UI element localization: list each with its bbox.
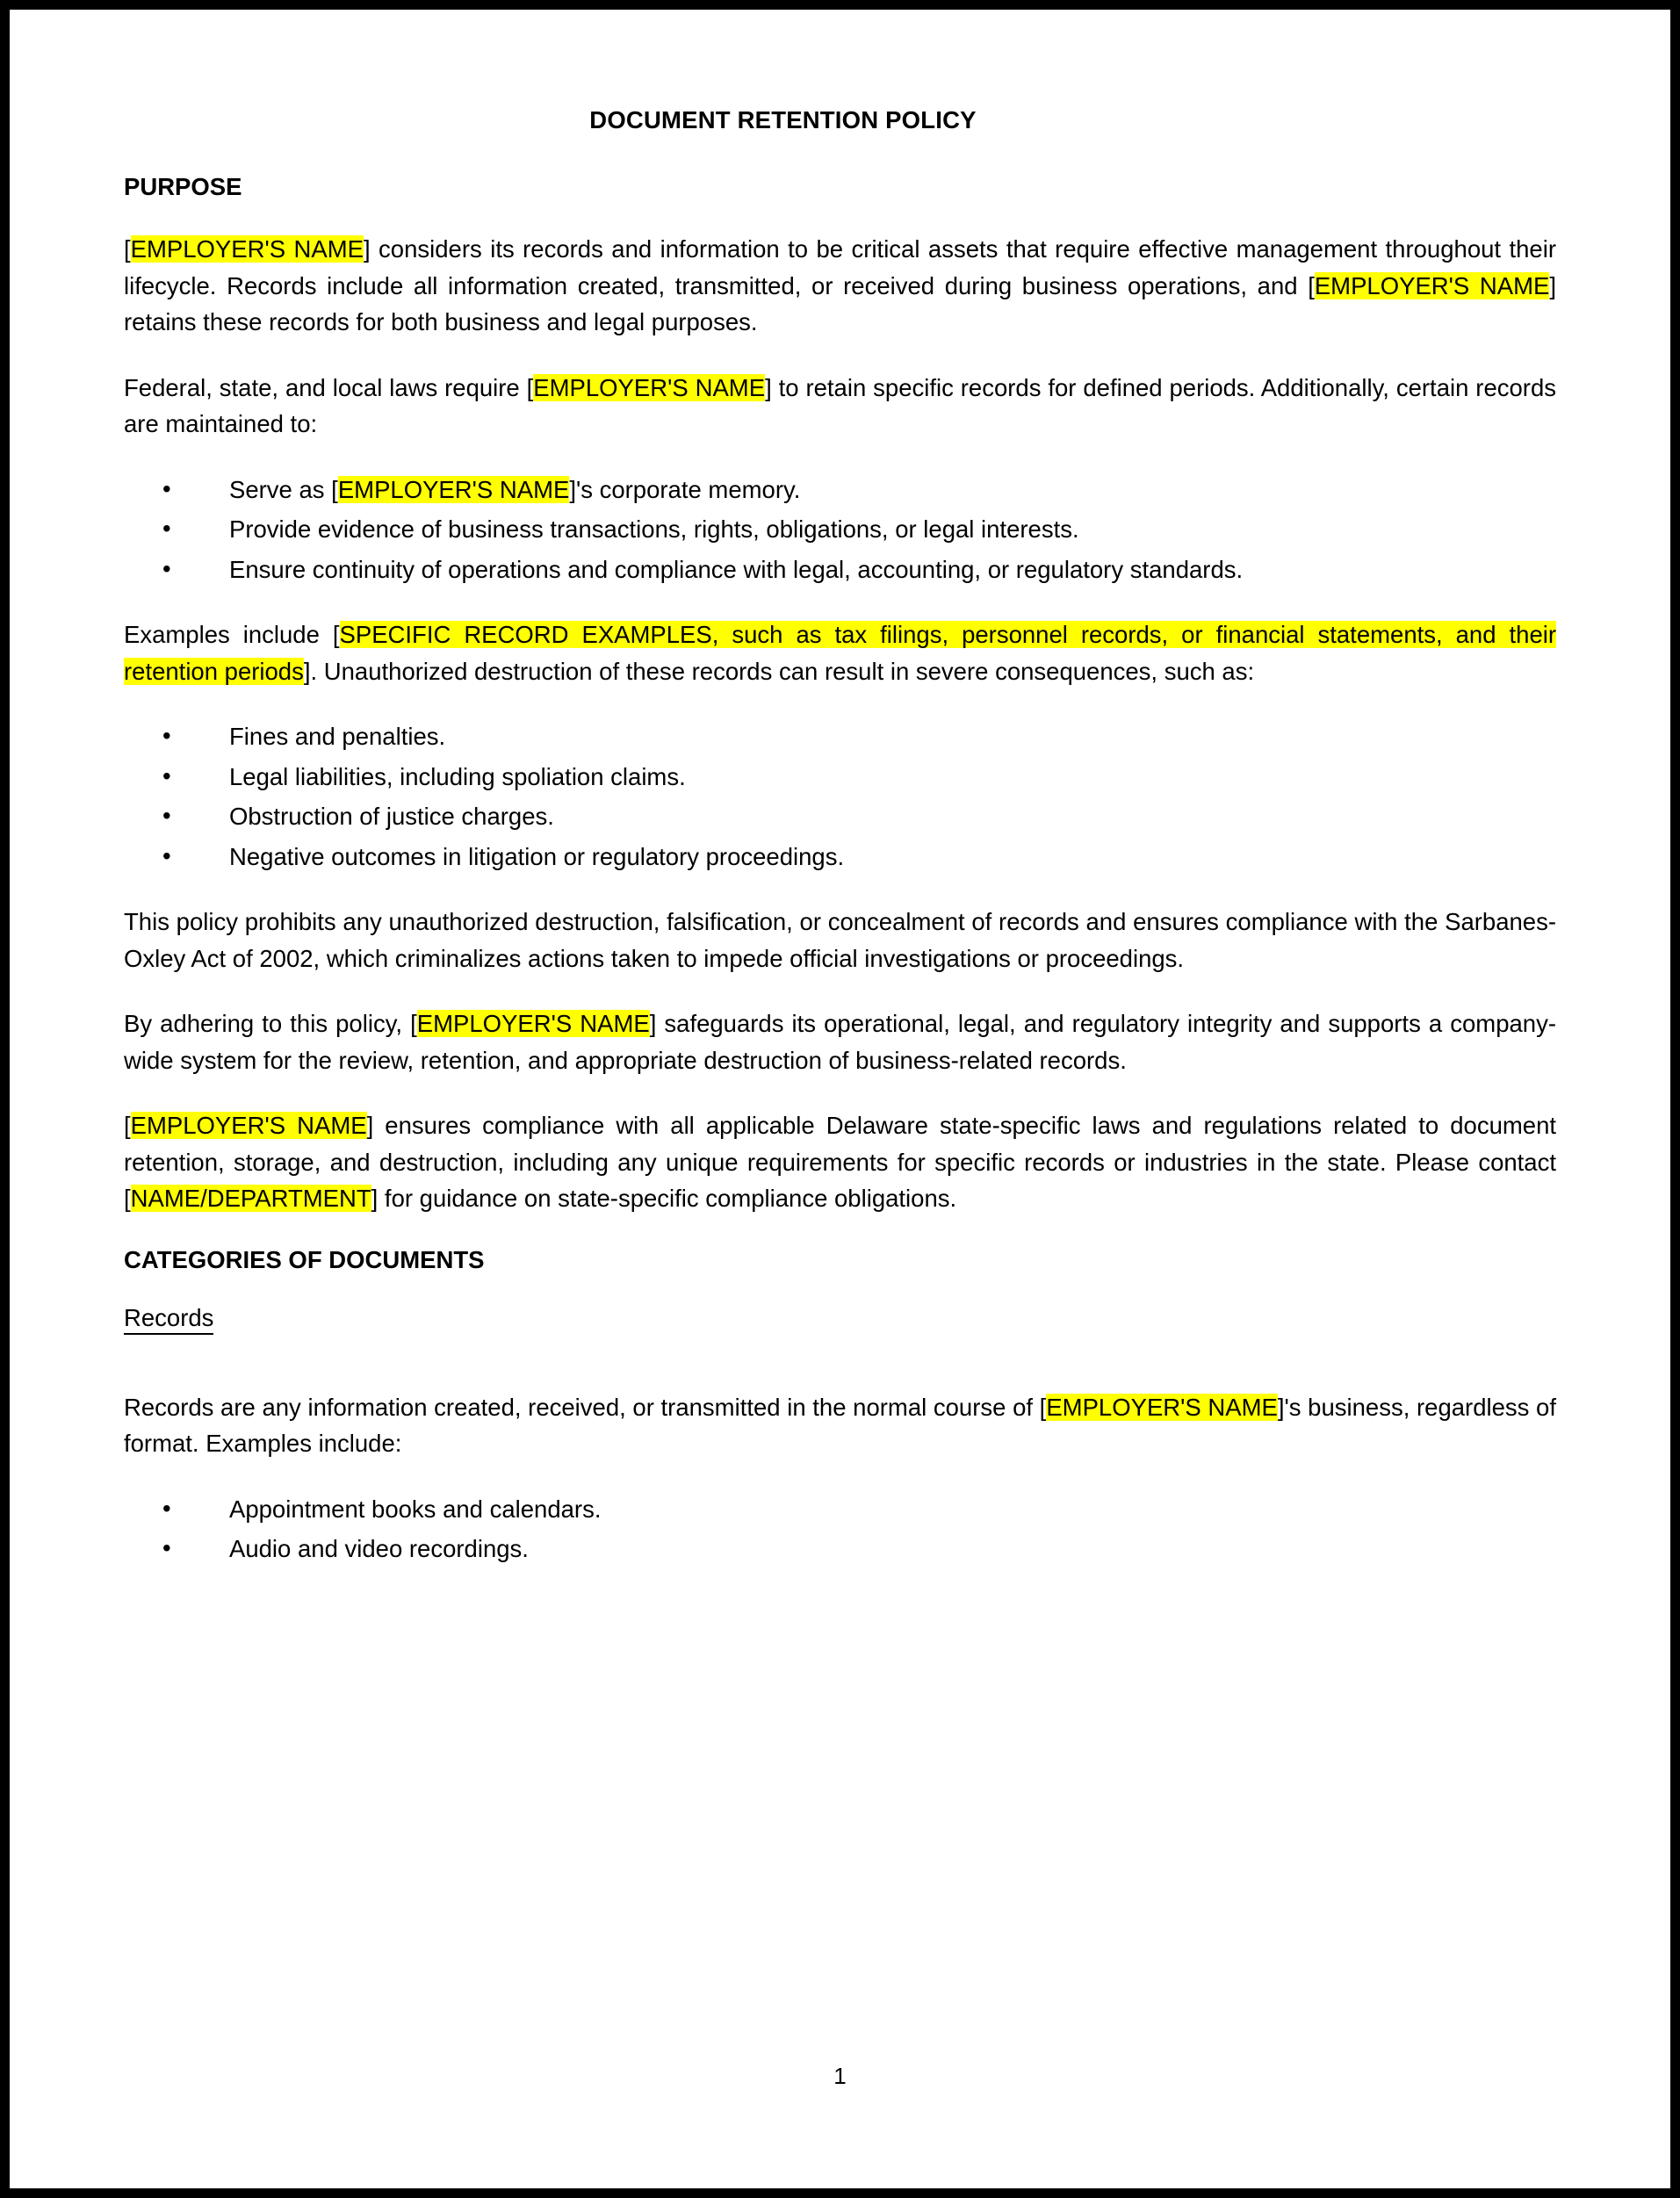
purpose-paragraph-6 [124, 1107, 1556, 1217]
list-item-text: Appointment books and calendars. [229, 1495, 602, 1523]
subsection-heading-wrap [124, 1304, 1556, 1365]
placeholder-employer-name: EMPLOYER'S NAME [130, 235, 364, 263]
paragraph-text: Examples include [ [124, 621, 340, 649]
list-item-text: Legal liabilities, including spoliation claims. [229, 762, 686, 790]
paragraph-text: By adhering to this policy, [ [124, 1010, 417, 1038]
paragraph-text: ]'s business, regardless of format. Examples include: [124, 1393, 1556, 1458]
list-item-text: ]'s corporate memory. [569, 475, 801, 503]
categories-paragraph-1 [124, 1389, 1556, 1462]
placeholder-employer-name: EMPLOYER'S NAME [130, 1112, 367, 1140]
purpose-paragraph-5 [124, 1005, 1556, 1078]
paragraph-text: ] to retain specific records for defined periods. Additionally, certain records are maintained to: [124, 373, 1556, 438]
section-heading-purpose: PURPOSE [124, 173, 242, 200]
placeholder-specific-record-examples: SPECIFIC RECORD EXAMPLES, such as tax filings, personnel records, or financial statements, and their retention periods [124, 621, 1557, 685]
paragraph-text: ] safeguards its operational, legal, and regulatory integrity and supports a company-wide system for the review, retention, and appropriate destruction of business-related records. [124, 1010, 1556, 1074]
paragraph-text: ]. Unauthorized destruction of these records can result in severe consequences, such as: [303, 657, 1255, 685]
list-item [162, 798, 1556, 835]
paragraph-text: Records are any information created, received, or transmitted in the normal course of [ [124, 1393, 1047, 1421]
purpose-paragraph-4: This policy prohibits any unauthorized destruction, falsification, or concealment of records and ensures compliance with the Sarbanes-Oxley Act of 2002, which criminalizes actions taken to impede official investigations or proceedings. [124, 908, 1556, 972]
page-sheet [10, 10, 1670, 2188]
list-item [162, 759, 1556, 796]
list-item-text: Provide evidence of business transactions, rights, obligations, or legal interests. [229, 515, 1079, 544]
placeholder-employer-name: EMPLOYER'S NAME [337, 475, 570, 503]
list-item [162, 472, 1556, 508]
list-item [162, 551, 1556, 588]
list-item [162, 1531, 1556, 1567]
purpose-bullet-list-2 [124, 718, 1556, 875]
paragraph-text: Federal, state, and local laws require [ [124, 373, 534, 401]
purpose-paragraph-3 [124, 616, 1556, 689]
page-number: 1 [833, 2063, 847, 2089]
paragraph-text: ] ensures compliance with all applicable Delaware state-specific laws and regulations related to document retention, storage, and destruction, including any unique requirements for specific records or industries in the state. Please contact [ [124, 1112, 1557, 1213]
list-item [162, 839, 1556, 876]
placeholder-employer-name: EMPLOYER'S NAME [416, 1010, 650, 1038]
bracket-open: [ [124, 1112, 131, 1140]
placeholder-name-department: NAME/DEPARTMENT [130, 1185, 371, 1213]
paragraph-text: ] for guidance on state-specific compliance obligations. [371, 1185, 957, 1213]
placeholder-employer-name: EMPLOYER'S NAME [1046, 1393, 1278, 1421]
categories-bullet-list [124, 1491, 1556, 1567]
paragraph-text: ] considers its records and information to be critical assets that require effective management throughout their lifecycle. Records include all information created, transmitted, or received during business operations, and [ [124, 235, 1556, 299]
placeholder-employer-name: EMPLOYER'S NAME [1314, 271, 1550, 299]
list-item-text: Obstruction of justice charges. [229, 803, 554, 831]
purpose-bullet-list-1 [124, 472, 1556, 588]
list-item-text: Ensure continuity of operations and compliance with legal, accounting, or regulatory standards. [229, 555, 1244, 583]
bracket-open: [ [124, 235, 131, 263]
section-heading-categories: CATEGORIES OF DOCUMENTS [124, 1245, 485, 1273]
purpose-paragraph-2 [124, 370, 1556, 443]
list-item [162, 1491, 1556, 1528]
placeholder-employer-name: EMPLOYER'S NAME [533, 373, 766, 401]
list-item-text: Serve as [ [229, 475, 338, 503]
purpose-paragraph-1 [124, 231, 1556, 341]
page-title: DOCUMENT RETENTION POLICY [589, 106, 977, 133]
list-item-text: Negative outcomes in litigation or regulatory proceedings. [229, 842, 845, 870]
list-item-text: Fines and penalties. [229, 723, 446, 751]
paragraph-text: ] retains these records for both business and legal purposes. [124, 271, 1556, 336]
list-item [162, 718, 1556, 755]
subsection-heading-records: Records [124, 1304, 213, 1335]
list-item-text: Audio and video recordings. [229, 1535, 529, 1563]
list-item [162, 511, 1556, 548]
